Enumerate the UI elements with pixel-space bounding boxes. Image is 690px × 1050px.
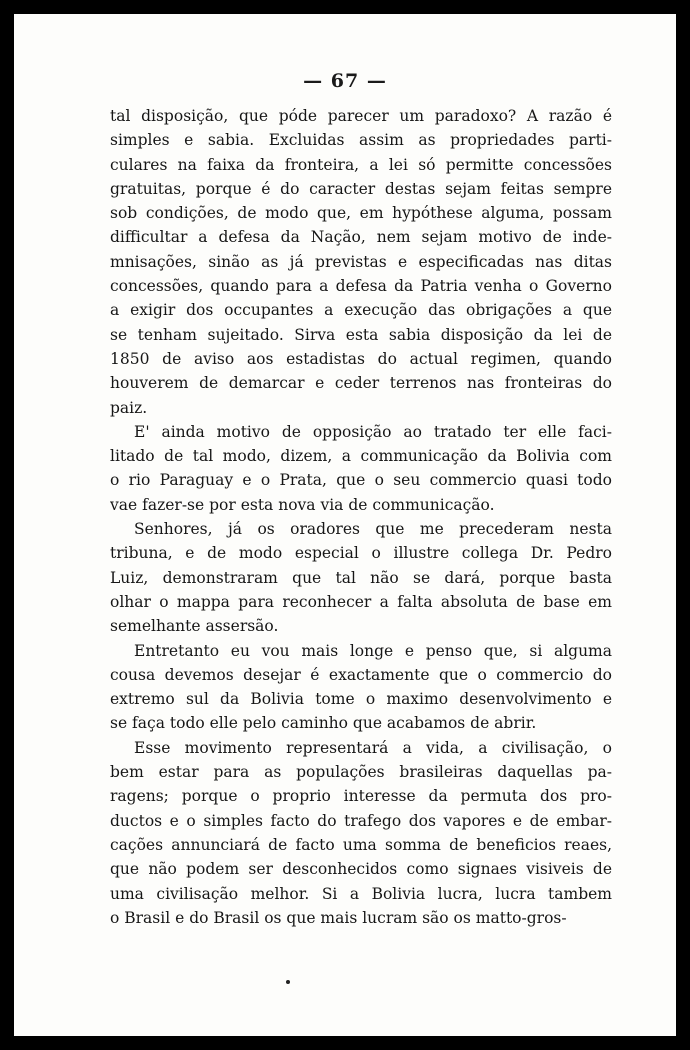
text-line: uma civilisação melhor. Si a Bolivia lucra, lucra tambem <box>110 884 612 903</box>
body-text <box>110 104 612 930</box>
text-line: houverem de demarcar e ceder terrenos nas fronteiras do <box>110 374 612 393</box>
text-line: a exigir dos occupantes a execução das obrigações a que <box>110 301 612 320</box>
paragraph <box>110 639 612 736</box>
text-line: extremo sul da Bolivia tome o maximo desenvolvimento e <box>110 690 612 709</box>
page-number: — 67 — <box>303 70 387 92</box>
text-line: E' ainda motivo de opposição ao tratado ter elle faci- <box>134 422 612 441</box>
text-line: o Brasil e do Brasil os que mais lucram são os matto-gros- <box>110 908 567 927</box>
text-line: cações annunciará de facto uma somma de beneficios reaes, <box>110 835 612 854</box>
text-line: Esse movimento representará a vida, a civilisação, o <box>134 738 612 757</box>
text-line: mnisações, sinão as já previstas e especificadas nas ditas <box>110 252 612 271</box>
text-line: litado de tal modo, dizem, a communicação da Bolivia com <box>110 447 612 466</box>
text-line: semelhante assersão. <box>110 617 279 636</box>
text-line: tribuna, e de modo especial o illustre collega Dr. Pedro <box>110 544 612 563</box>
paragraph <box>110 736 612 930</box>
text-line: vae fazer-se por esta nova via de communicação. <box>110 495 495 514</box>
text-line: bem estar para as populações brasileiras daquellas pa- <box>110 763 612 782</box>
text-line: Entretanto eu vou mais longe e penso que, si alguma <box>134 641 612 660</box>
text-line: que não podem ser desconhecidos como signaes visiveis de <box>110 860 612 879</box>
text-line: tal disposição, que póde parecer um paradoxo? A razão é <box>110 107 612 125</box>
text-line: 1850 de aviso aos estadistas do actual regimen, quando <box>110 349 612 368</box>
print-mark <box>286 980 290 984</box>
text-line: culares na faixa da fronteira, a lei só permitte concessões <box>110 155 612 174</box>
text-line: ductos e o simples facto do trafego dos vapores e de embar- <box>110 811 612 830</box>
paragraph <box>110 104 612 420</box>
paragraph <box>110 420 612 517</box>
text-line: se tenham sujeitado. Sirva esta sabia disposição da lei de <box>110 325 612 344</box>
text-line: sob condições, de modo que, em hypóthese alguma, possam <box>110 204 612 223</box>
text-line: ragens; porque o proprio interesse da permuta dos pro- <box>110 787 612 806</box>
text-line: o rio Paraguay e o Prata, que o seu commercio quasi todo <box>110 471 612 490</box>
text-line: gratuitas, porque é do caracter destas sejam feitas sempre <box>110 179 612 198</box>
text-line: difficultar a defesa da Nação, nem sejam motivo de inde- <box>110 228 612 247</box>
text-line: se faça todo elle pelo caminho que acabamos de abrir. <box>110 714 537 733</box>
text-line: olhar o mappa para reconhecer a falta absoluta de base em <box>110 592 612 611</box>
paragraph <box>110 517 612 638</box>
text-line: concessões, quando para a defesa da Patria venha o Governo <box>110 277 612 296</box>
text-line: cousa devemos desejar é exactamente que o commercio do <box>110 665 612 684</box>
document-page <box>14 14 676 1036</box>
text-line: Senhores, já os oradores que me precederam nesta <box>134 520 612 539</box>
text-line: paiz. <box>110 398 148 417</box>
text-line: simples e sabia. Excluidas assim as propriedades parti- <box>110 131 612 150</box>
text-line: Luiz, demonstraram que tal não se dará, porque basta <box>110 568 612 587</box>
